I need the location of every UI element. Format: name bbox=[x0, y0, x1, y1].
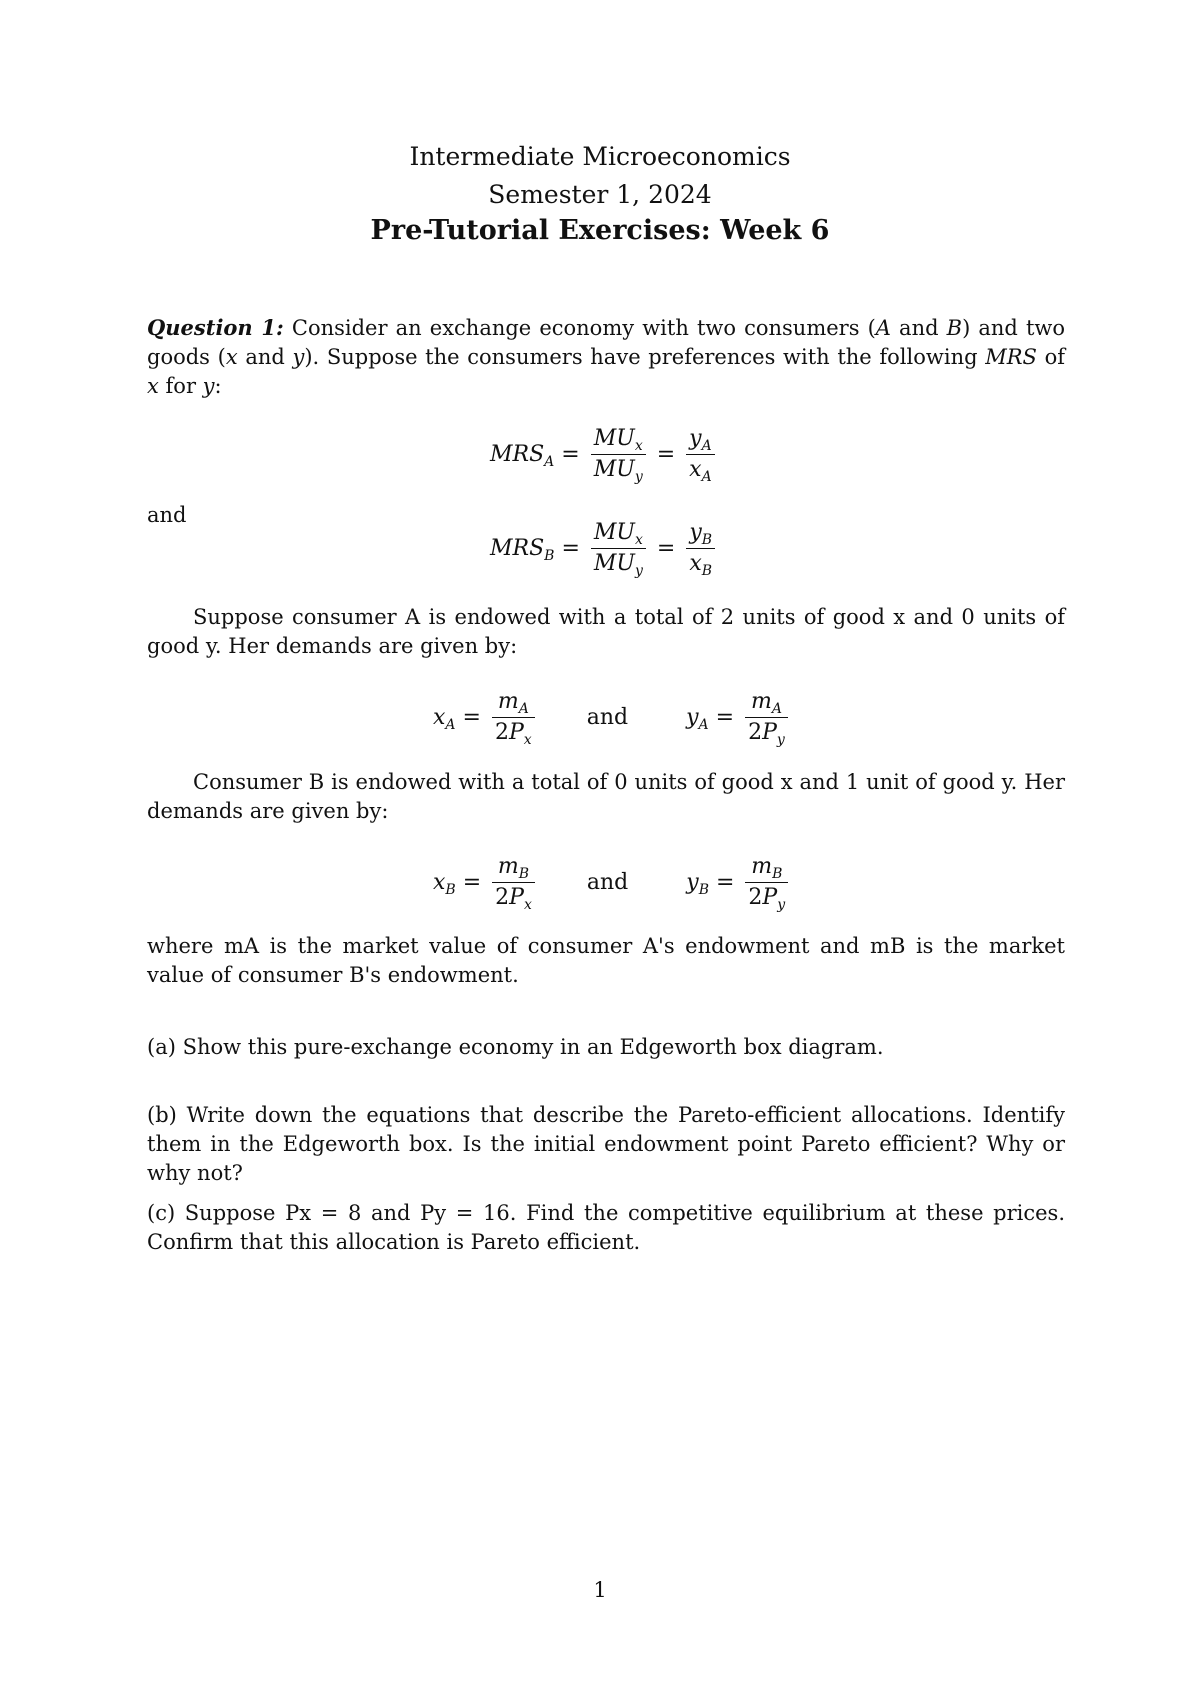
semester: Semester 1, 2024 bbox=[488, 180, 712, 209]
question-label: Question 1: bbox=[147, 315, 284, 340]
course-title: Intermediate Microeconomics bbox=[409, 142, 791, 171]
equation-mrs-a: $MRS_A$ = $\frac{MU_x}{MU_y}$ = $\frac{y_A}{x_A}$ bbox=[490, 427, 719, 482]
endowment-a-paragraph: Suppose consumer A is endowed with a total of 2 units of good x and 0 units of good y. Her demands are given by: bbox=[147, 605, 1065, 658]
endowment-b-paragraph: Consumer B is endowed with a total of 0 units of good x and 1 unit of good y. Her demands are given by: bbox=[147, 770, 1065, 823]
equation-demand-a: $x_A$ = $\frac{m_A}{2P_x}$ and $y_A$ = $\frac{m_A}{2P_y}$ bbox=[433, 690, 792, 745]
equation-mrs-b: $MRS_B$ = $\frac{MU_x}{MU_y}$ = $\frac{y_B}{x_B}$ bbox=[490, 521, 719, 576]
part-c: (c) Suppose Px = 8 and Py = 16. Find the competitive equilibrium at these prices. Confirm that this allocation is Pareto efficient. bbox=[147, 1201, 1065, 1254]
page-number: 1 bbox=[593, 1578, 607, 1602]
part-b: (b) Write down the equations that describe the Pareto-efficient allocations. Identify them in the Edgeworth box. Is the initial endowment point Pareto efficient? Why or why not? bbox=[147, 1103, 1065, 1185]
where-paragraph: where mA is the market value of consumer A's endowment and mB is the market value of consumer B's endowment. bbox=[147, 934, 1065, 987]
part-a: (a) Show this pure-exchange economy in an Edgeworth box diagram. bbox=[147, 1035, 884, 1059]
equation-demand-b: $x_B$ = $\frac{m_B}{2P_x}$ and $y_B$ = $\frac{m_B}{2P_y}$ bbox=[433, 855, 792, 910]
question-intro: Question 1: Consider an exchange economy with two consumers (A and B) and two goods (x and y). Suppose the consumers have preferences with the following MRS of x for y: bbox=[147, 315, 1066, 398]
page-title: Pre-Tutorial Exercises: Week 6 bbox=[370, 215, 830, 246]
between-equations-word: and bbox=[147, 503, 187, 527]
